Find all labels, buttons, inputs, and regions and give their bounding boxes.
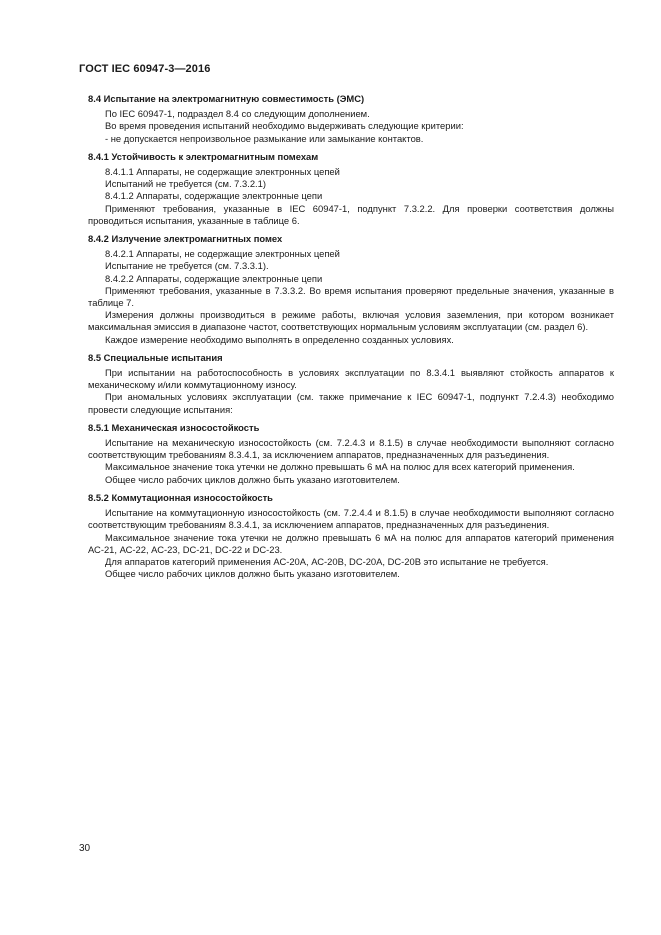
paragraph: - не допускается непроизвольное размыкание или замыкание контактов.	[105, 132, 424, 144]
paragraph: 8.4.1.1 Аппараты, не содержащие электронных цепей	[105, 166, 340, 178]
paragraph: Во время проведения испытаний необходимо выдерживать следующие критерии:	[105, 120, 464, 132]
section-heading-8-5-2: 8.5.2 Коммутационная износостойкость	[88, 491, 273, 503]
paragraph: Испытание на коммутационную износостойкость (см. 7.2.4.4 и 8.1.5) в случае необходимости выполняют согласно соответствующим требованиям 8.3.4.1, за исключением аппаратов, предназначенных для разъединения.	[88, 507, 614, 531]
paragraph: Испытание на механическую износостойкость (см. 7.2.4.3 и 8.1.5) в случае необходимости выполняют согласно соответствующим требованиям 8.3.4.1, за исключением аппаратов, предназначенных для разъединения.	[88, 437, 614, 461]
paragraph: Применяют требования, указанные в IEC 60947-1, подпункт 7.3.2.2. Для проверки соответствия должны проводиться испытания, указанные в таблице 6.	[88, 202, 614, 226]
paragraph: При аномальных условиях эксплуатации (см. также примечание к IEC 60947-1, подпункт 7.2.4.3) необходимо провести следующие испытания:	[88, 391, 614, 415]
document-header: ГОСТ IEC 60947-3—2016	[79, 63, 211, 75]
paragraph: Общее число рабочих циклов должно быть указано изготовителем.	[105, 568, 400, 580]
paragraph: Каждое измерение необходимо выполнять в определенно созданных условиях.	[105, 333, 454, 345]
document-body	[88, 93, 614, 580]
paragraph: 8.4.2.1 Аппараты, не содержащие электронных цепей	[105, 248, 340, 260]
paragraph: Измерения должны производиться в режиме работы, включая условия заземления, при котором возникает максимальная эмиссия в диапазоне частот, соответствующих нормальным условиям эксплуатации (см. раздел 6).	[88, 309, 614, 333]
paragraph: При испытании на работоспособность в условиях эксплуатации по 8.3.4.1 выявляют стойкость аппаратов к механическому и/или коммутационному износу.	[88, 367, 614, 391]
page-number: 30	[79, 843, 91, 854]
paragraph: 8.4.2.2 Аппараты, содержащие электронные цепи	[105, 272, 323, 284]
paragraph: Испытание не требуется (см. 7.3.3.1).	[105, 260, 269, 272]
paragraph: Применяют требования, указанные в 7.3.3.2. Во время испытания проверяют предельные значения, указанные в таблице 7.	[88, 284, 614, 309]
paragraph: Для аппаратов категорий применения АС-20А, АС-20В, DC-20A, DC-20B это испытание не требуется.	[105, 555, 549, 567]
paragraph: Максимальное значение тока утечки не должно превышать 6 мА на полюс для аппаратов категорий применения АС-21, АС-22, АС-23, DC-21, DC-22 и DC-23.	[88, 531, 614, 555]
section-heading-8-4: 8.4 Испытание на электромагнитную совместимость (ЭМС)	[88, 93, 365, 104]
paragraph: Максимальное значение тока утечки не должно превышать 6 мА на полюс для всех категорий применения.	[105, 461, 575, 473]
section-heading-8-5: 8.5 Специальные испытания	[88, 351, 223, 363]
paragraph: Испытаний не требуется (см. 7.3.2.1)	[105, 178, 266, 190]
paragraph: По IEC 60947-1, подраздел 8.4 со следующим дополнением.	[105, 108, 370, 120]
section-heading-8-4-1: 8.4.1 Устойчивость к электромагнитным помехам	[88, 150, 319, 162]
paragraph: 8.4.1.2 Аппараты, содержащие электронные цепи	[105, 190, 323, 202]
section-heading-8-5-1: 8.5.1 Механическая износостойкость	[88, 421, 260, 433]
section-heading-8-4-2: 8.4.2 Излучение электромагнитных помех	[88, 233, 283, 245]
paragraph: Общее число рабочих циклов должно быть указано изготовителем.	[105, 473, 400, 485]
